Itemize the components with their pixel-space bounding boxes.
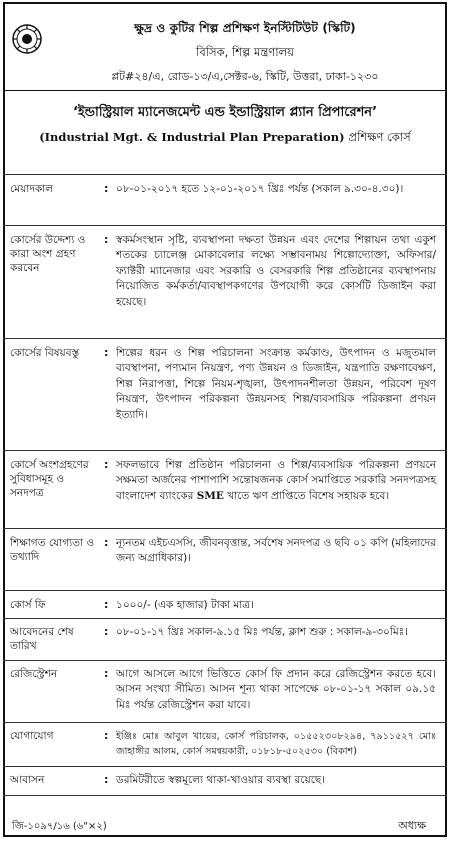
sme-text: SME (196, 489, 224, 502)
row-value: ০৮-০১-২০১৭ হতে ১২-০১-২০১৭ খ্রিঃ পর্যন্ত (সকাল ৯.৩০-৪.৩০)। (116, 183, 404, 195)
divider (3, 766, 447, 767)
row-label: কোর্স ফি (10, 599, 46, 611)
course-title-suffix: প্রশিক্ষণ কোর্স (348, 130, 411, 144)
colon: : (104, 233, 109, 246)
divider (3, 450, 447, 451)
header-divider (3, 90, 447, 91)
divider (3, 338, 447, 339)
header (3, 2, 447, 92)
course-title-bangla: ‘ইন্ডাস্ট্রিয়াল ম্যানেজমেন্ট এন্ড ইন্ডাস্ট্রিয়াল প্ল্যান প্রিপারেশন’ (72, 105, 378, 120)
institute-name: ক্ষুদ্র ও কুটির শিল্প প্রশিক্ষণ ইনস্টিটিউট (স্কিটি) (134, 21, 356, 35)
row-label: আবেদনের শেষ তারিখ (10, 626, 74, 652)
colon: : (104, 346, 109, 359)
course-title-bangla-text: ইন্ডাস্ট্রিয়াল ম্যানেজমেন্ট এন্ড ইন্ডাস্ট্রিয়াল প্ল্যান প্রিপারেশন (77, 105, 373, 120)
row-value: ন্যূনতম এইচএসসি, জীবনবৃত্তান্ত, সর্বশেষ সনদপত্র ও ছবি ০১ কপি (মহিলাদের জন্য অগ্রাধিকার)। (116, 537, 436, 565)
divider (3, 174, 447, 175)
colon: : (104, 182, 109, 195)
row-label: আবাসন (10, 774, 45, 786)
divider (3, 660, 447, 661)
row-label: মেয়াদকাল (10, 183, 54, 195)
divider (3, 722, 447, 723)
signature-title: অধ্যক্ষ (398, 819, 426, 832)
course-title-english (3, 129, 447, 148)
divider (3, 225, 447, 226)
row-label: কোর্সের উদ্দেশ্য ও কারা অংশ গ্রহণ করবেন (10, 234, 86, 274)
divider (3, 528, 447, 529)
row-label: কোর্সে অংশগ্রহণের সুবিধাসমূহ ও সনদপত্র (10, 459, 89, 499)
row-value: ডরমিটরীতে স্বল্পমূল্যে থাকা-খাওয়ার ব্যবস্থা রয়েছে। (116, 774, 326, 786)
row-value (116, 458, 436, 504)
row-value: শিল্পের ধরন ও শিল্প পরিচালনা সংক্রান্ত কর্মকাণ্ড, উৎপাদন ও মজুতমাল ব্যবস্থাপনা, পণ্যমান নিয়ন্ত্রণ, পণ্য উন্নয়ন ও ডিজাইন, যন্ত্রপাতি রক্ষণাবেক্ষণ, শিল্প নিরাপত্তা, শিল্পে নিয়ম-শৃঙ্খলা, উৎপাদনশীলতা উন্নয়ন, পরিবেশ দূষণ নিয়ন্ত্রণ, উৎপাদন পরিকল্পনা উন্নয়নসহ শিল্প/ব্যবসায়িক পরিকল্পনা প্রণয়ন ইত্যাদি। (116, 347, 436, 421)
row-value: স্বকর্মসংস্থান সৃষ্টি, ব্যবস্থাপনা দক্ষতা উন্নয়ন এবং দেশের শিল্পায়ন তথা একুশ শতকের চ্যালেঞ্জ মোকাবেলার লক্ষ্যে সম্ভাবনাময় শিল্পোদ্যোক্তা, অফিসার/ ফ্যাক্টরী ম্যানেজার এবং সরকারি ও বেসরকারি শিল্প প্রতিষ্ঠানের ব্যবস্থাপনায় নিয়োজিত কর্মকর্তা/ব্যবস্থাপকগণের উপযোগী করে কোর্সটি ডিজাইন করা হয়েছে। (116, 234, 436, 308)
colon: : (104, 729, 109, 742)
ministry-name: বিসিক, শিল্প মন্ত্রণালয় (196, 45, 294, 59)
colon: : (104, 667, 109, 680)
colon: : (104, 625, 109, 638)
row-value: ইঞ্জিঃ মোঃ আবুল খায়ের, কোর্স পরিচালক, ০১৫৫২৩০৮২৯৪, ৭৯১১৫২৭ মোঃ জাহাঙ্গীর আলম, কোর্স সমন্বয়কারী, ০১৮১৮-৫০২৫৩০ (বিকাশ) (116, 731, 436, 758)
row-value: আগে আসলে আগে ভিত্তিতে কোর্স ফি প্রদান করে রেজিস্ট্রেশন করতে হবে। আসন সংখ্যা সীমিত। আসন শূন্য থাকা সাপেক্ষে ০৮-০১-১৭ সকাল ০৯.১৫ মিঃ পর্যন্ত রেজিস্ট্রেশন করা যাবে। (116, 668, 436, 711)
colon: : (104, 598, 109, 611)
colon: : (104, 773, 109, 786)
row-value: ১০০০/- (এক হাজার) টাকা মাত্র। (116, 599, 254, 611)
row-label: কোর্সের বিষয়বস্তু (10, 347, 80, 359)
row-label: রেজিস্ট্রেশন (10, 668, 58, 680)
reference-number: জি-১০৯৭/১৬ (৬"×২) (12, 821, 107, 832)
colon: : (104, 536, 109, 549)
institute-logo-icon (12, 24, 42, 54)
course-title-english-text: (Industrial Mgt. & Industrial Plan Preparation) (39, 130, 345, 144)
row-label: যোগাযোগ (10, 730, 54, 742)
institute-address: প্লট#২৪/এ, রোড-১৩/এ,সেক্টর-৬, স্কিটি, উত্তরা, ঢাকা-১২৩০ (111, 70, 379, 83)
colon: : (104, 458, 109, 471)
divider (3, 795, 447, 796)
benefits-tail: খাতে ঋণ প্রাপ্তিতে বিশেষ সহায়ক হবে। (227, 489, 390, 502)
divider (3, 618, 447, 619)
divider (3, 590, 447, 591)
row-label: শিক্ষাগত যোগ্যতা ও তথ্যাদি (10, 537, 95, 563)
benefits-text: সফলভাবে শিল্প প্রতিষ্ঠান পরিচালনা ও শিল্প/ব্যবসায়িক পরিকল্পনা প্রণয়নে সক্ষমতা অর্জনের পাশাপাশি সন্তোষজনক কোর্স সমাপ্তিতে সরকারি সনদপত্রসহ বাংলাদেশ ব্যাংকের (116, 459, 436, 502)
row-value: ০৮-০১-১৭ খ্রিঃ সকাল-৯.১৫ মিঃ পর্যন্ত, ক্লাশ শুরু : সকাল-৯-৩০মিঃ। (116, 626, 409, 638)
